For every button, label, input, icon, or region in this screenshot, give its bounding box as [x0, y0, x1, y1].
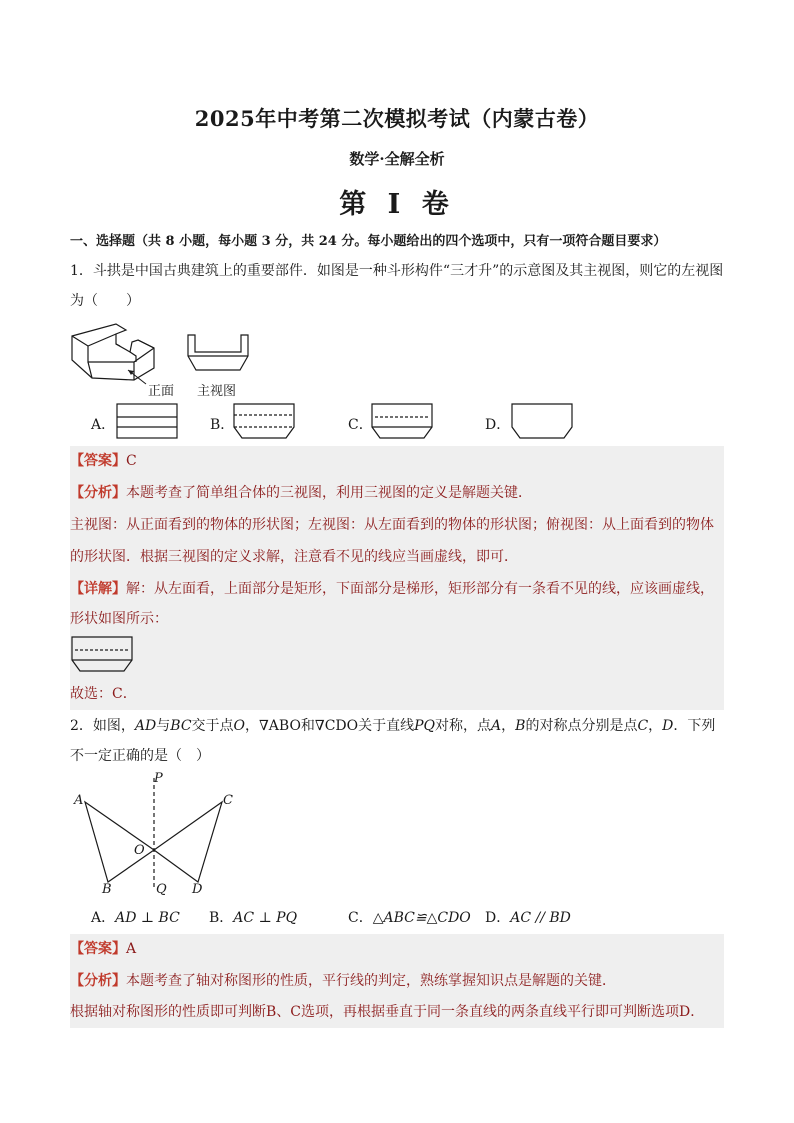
q2-option-b[interactable] [209, 907, 297, 927]
q2-option-d-key: D． [485, 910, 511, 926]
page-subtitle: 数学·全解全析 [349, 150, 445, 168]
point-o-label: O [134, 843, 145, 858]
q2-stem-var: BC [170, 718, 192, 734]
q2-analysis-tag: 【分析】 [70, 973, 126, 989]
page-title: 2025年中考第二次模拟考试（内蒙古卷） [194, 106, 600, 131]
point-p-label: P [154, 771, 163, 786]
q2-stem-part: 2．如图， [70, 718, 135, 734]
q1-option-a-figure[interactable] [116, 403, 178, 439]
point-c-label: C [223, 793, 233, 808]
q2-answer-line [70, 935, 724, 963]
q2-analysis-line2: 根据轴对称图形的性质即可判断B、C选项，再根据垂直于同一条直线的两条直线平行即可判断选项D． [70, 1004, 705, 1020]
q2-option-b-text: AC ⊥ PQ [233, 910, 298, 926]
q1-answer-figure [71, 636, 133, 672]
q2-stem-var: O [233, 718, 246, 734]
q2-stem-var: D [662, 718, 674, 734]
q1-option-d-key[interactable]: D． [485, 417, 511, 433]
q2-stem-part: ．下列 [673, 718, 716, 734]
q1-detail-text: 解：从左面看，上面部分是矩形，下面部分是梯形，矩形部分有一条看不见的线，应该画虚线， [126, 581, 714, 597]
triangle-cdo [154, 802, 222, 882]
q2-stem-var: A [491, 718, 502, 734]
q2-figure [70, 770, 250, 900]
q2-stem-part: 与 [156, 718, 171, 734]
q2-stem-part: 对称，点 [435, 718, 492, 734]
q2-option-a-text: AD ⊥ BC [115, 910, 180, 926]
q2-stem-var: C [637, 718, 649, 734]
q1-option-b-figure[interactable] [233, 403, 295, 439]
q1-analysis-line2: 主视图：从正面看到的物体的形状图；左视图：从左面看到的物体的形状图；俯视图：从上面看到的物体 [70, 517, 714, 533]
q2-stem-part: 交于点 [191, 718, 234, 734]
q1-conclusion: 故选：C． [70, 686, 137, 702]
q1-analysis-text: 本题考查了简单组合体的三视图，利用三视图的定义是解题关键． [126, 485, 532, 501]
q1-answer-tag: 【答案】 [70, 453, 126, 469]
q2-stem-line2: 不一定正确的是（ ） [70, 748, 210, 764]
q1-answer-line [70, 447, 724, 475]
q2-option-a[interactable] [91, 907, 180, 927]
q2-option-b-key: B． [209, 910, 234, 926]
q1-main-view [187, 334, 249, 374]
q2-option-d[interactable] [485, 907, 571, 927]
q1-option-b-key[interactable]: B． [210, 417, 235, 433]
q2-option-d-text: AC // BD [510, 910, 571, 926]
q1-front-label: 正面 [148, 384, 175, 399]
q2-stem-part: ，∇ABO和∇CDO关于直线 [245, 718, 415, 734]
q2-stem-var: PQ [414, 718, 436, 734]
q2-stem-line1 [70, 712, 730, 740]
point-q-label: Q [156, 882, 167, 897]
point-a-label: A [74, 793, 84, 808]
q1-option-c-key[interactable]: C． [348, 417, 373, 433]
q2-analysis-line [70, 967, 724, 995]
q2-option-c-key: C． [348, 910, 373, 926]
q1-analysis-line3: 的形状图．根据三视图的定义求解，注意看不见的线应当画虚线，即可． [70, 549, 518, 565]
q1-option-a-key[interactable]: A． [91, 417, 116, 433]
q2-answer-value: A [126, 941, 137, 957]
q1-detail-tag: 【详解】 [70, 581, 126, 597]
volume-heading: 第 I 卷 [339, 189, 455, 220]
q1-detail-line [70, 575, 724, 603]
q1-main-view-label: 主视图 [197, 384, 237, 399]
q2-answer-tag: 【答案】 [70, 941, 126, 957]
point-b-label: B [102, 882, 112, 897]
q2-option-c[interactable] [348, 907, 471, 927]
q2-stem-part: ， [648, 718, 663, 734]
q2-stem-part: ， [501, 718, 516, 734]
q1-analysis-line [70, 479, 724, 507]
q1-detail-line2: 形状如图所示： [70, 611, 168, 627]
q2-stem-part: 的对称点分别是点 [525, 718, 638, 734]
q1-answer-value: C [126, 453, 137, 469]
q2-option-c-text: △ABC≌△CDO [372, 910, 471, 926]
q1-stem-line1: 1．斗拱是中国古典建筑上的重要部件．如图是一种斗形构件“三才升”的示意图及其主视图，则它的左视图 [70, 263, 724, 279]
q2-stem-var: B [515, 718, 526, 734]
q1-stem-line2: 为（ ） [70, 293, 140, 309]
q1-analysis-tag: 【分析】 [70, 485, 126, 501]
point-d-label: D [192, 882, 203, 897]
q2-analysis-text: 本题考查了轴对称图形的性质，平行线的判定，熟练掌握知识点是解题的关键． [126, 973, 616, 989]
q1-option-c-figure[interactable] [371, 403, 433, 439]
triangle-abo [85, 802, 154, 882]
q1-option-d-figure[interactable] [511, 403, 573, 439]
section-heading: 一、选择题（共 8 小题，每小题 3 分，共 24 分。每小题给出的四个选项中，只有一项符合题目要求） [70, 234, 667, 249]
q2-option-a-key: A． [91, 910, 116, 926]
q2-stem-var: AD [134, 718, 157, 734]
